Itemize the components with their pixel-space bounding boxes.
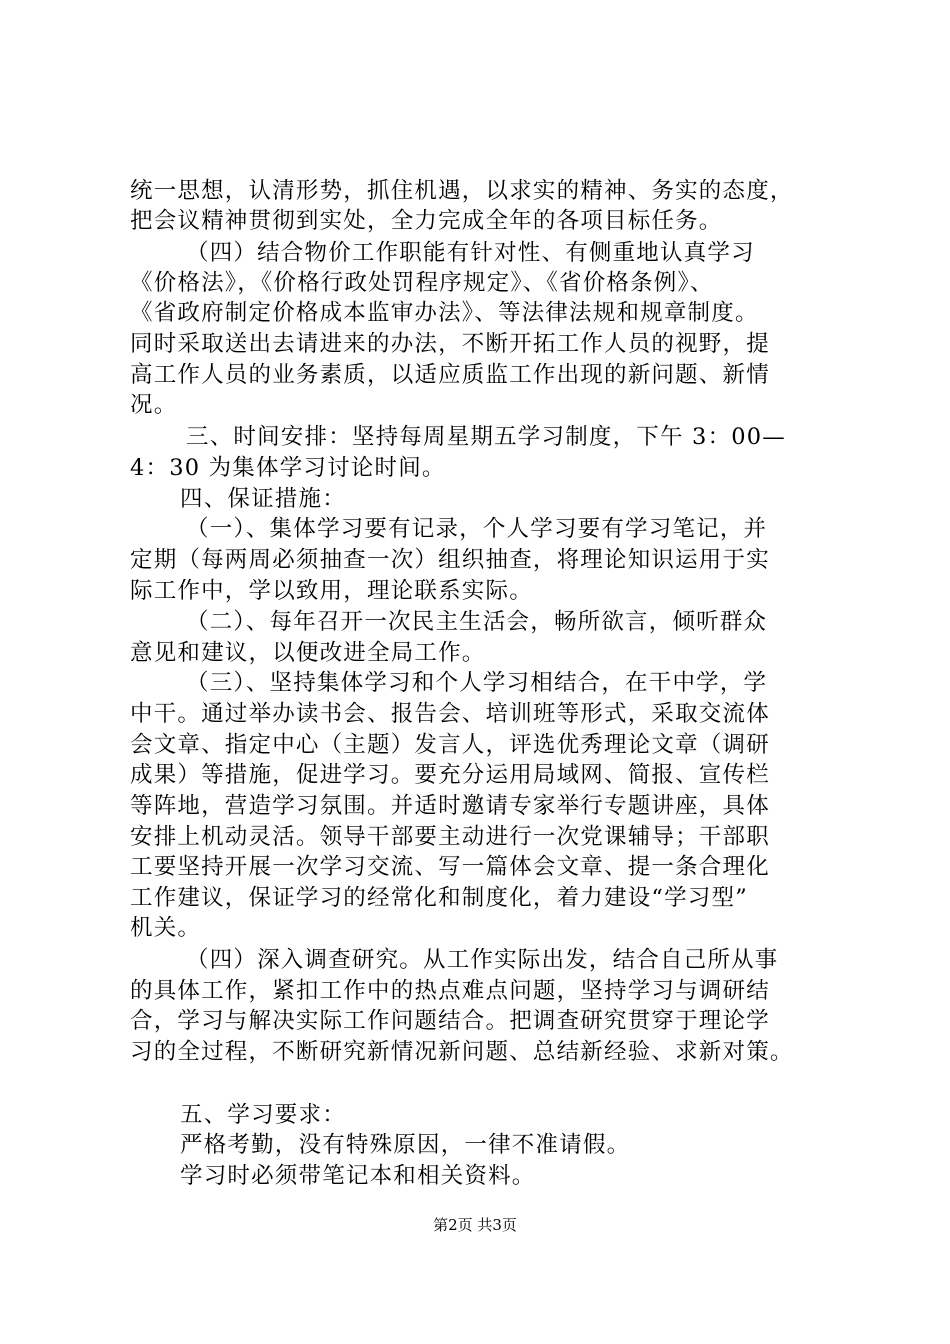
text-line: 合，学习与解决实际工作问题结合。把调查研究贯穿于理论学 xyxy=(130,1008,770,1034)
text-line: 《省政府制定价格成本监审办法》、等法律法规和规章制度。 xyxy=(130,300,759,326)
text-line: 等阵地，营造学习氛围。并适时邀请专家举行专题讲座，具体 xyxy=(130,793,770,819)
text-line: 《价格法》，《价格行政处罚程序规定》、《省价格条例》、 xyxy=(130,270,714,296)
text-line: 工作建议，保证学习的经常化和制度化，着力建设“学习型” xyxy=(130,885,748,911)
text-line: 的具体工作，紧扣工作中的热点难点问题，坚持学习与调研结 xyxy=(130,978,770,1004)
text-line: 4：30 为集体学习讨论时间。 xyxy=(130,455,446,481)
text-line: 工要坚持开展一次学习交流、写一篇体会文章、提一条合理化 xyxy=(130,854,770,880)
text-line: 意见和建议，以便改进全局工作。 xyxy=(130,640,486,666)
text-line: （二）、每年召开一次民主生活会，畅所欲言，倾听群众 xyxy=(186,609,768,635)
section-heading: 三、时间安排：坚持每周星期五学习制度，下午 3：00— xyxy=(186,424,786,450)
text-line: 统一思想，认清形势，抓住机遇，以求实的精神、务实的态度， xyxy=(130,178,794,204)
text-line: 把会议精神贯彻到实处，全力完成全年的各项目标任务。 xyxy=(130,208,723,234)
text-line: 况。 xyxy=(130,392,178,418)
text-line: （一）、集体学习要有记录，个人学习要有学习笔记，并 xyxy=(186,516,768,542)
text-line: 学习时必须带笔记本和相关资料。 xyxy=(180,1163,536,1189)
text-line: （三）、坚持集体学习和个人学习相结合，在干中学，学 xyxy=(186,670,768,696)
text-line: 高工作人员的业务素质，以适应质监工作出现的新问题、新情 xyxy=(130,362,770,388)
page-number-footer: 第2页 共3页 xyxy=(433,1216,517,1234)
text-line: （四）深入调查研究。从工作实际出发，结合自己所从事 xyxy=(186,947,779,973)
text-line: 安排上机动灵活。领导干部要主动进行一次党课辅导；干部职 xyxy=(130,824,770,850)
text-line: 习的全过程，不断研究新情况新问题、总结新经验、求新对策。 xyxy=(130,1039,794,1065)
text-line: 成果）等措施，促进学习。要充分运用局域网、简报、宣传栏 xyxy=(130,762,770,788)
text-line: 中干。通过举办读书会、报告会、培训班等形式，采取交流体 xyxy=(130,701,770,727)
text-line: （四）结合物价工作职能有针对性、有侧重地认真学习 xyxy=(186,240,755,266)
section-heading: 五、学习要求： xyxy=(180,1102,346,1128)
text-line: 际工作中，学以致用，理论联系实际。 xyxy=(130,578,533,604)
text-line: 会文章、指定中心（主题）发言人，评选优秀理论文章（调研 xyxy=(130,732,770,758)
text-line: 严格考勤，没有特殊原因，一律不准请假。 xyxy=(180,1132,631,1158)
text-line: 同时采取送出去请进来的办法，不断开拓工作人员的视野，提 xyxy=(130,331,770,357)
text-line: 定期（每两周必须抽查一次）组织抽查，将理论知识运用于实 xyxy=(130,547,770,573)
text-line: 机关。 xyxy=(130,915,202,941)
section-heading: 四、保证措施： xyxy=(180,486,346,512)
